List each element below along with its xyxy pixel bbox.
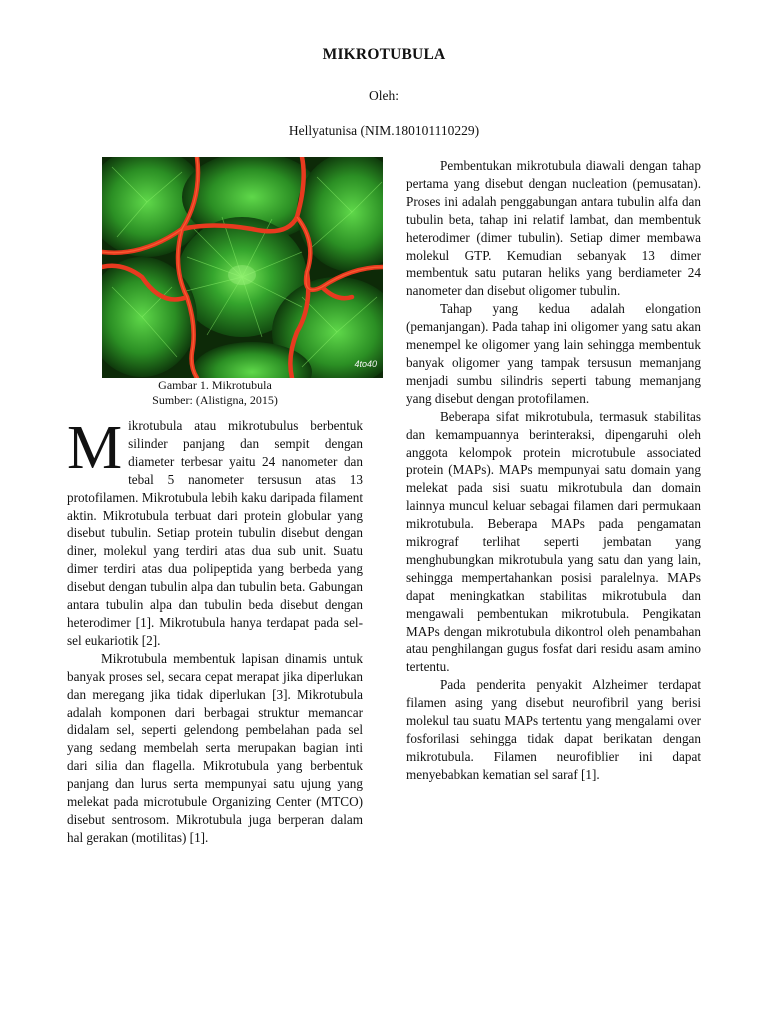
caption-source: Sumber: (Alistigna, 2015) bbox=[152, 392, 278, 407]
author-line: Hellyatunisa (NIM.180101110229) bbox=[288, 123, 480, 138]
right-paragraph-1: Pembentukan mikrotubula diawali dengan tahap pertama yang disebut dengan nucleation (pemusatan). Proses ini adalah penggabungan antara tubulin alfa dan tubulin beta, tahap ini relatif lambat, dan membentuk heterodimer (dimer tubulin). Setiap dimer membawa molekul GTP. Kemudian sebanyak 13 dimer membentuk satu putaran heliks yang berdiameter 24 nanometer dan disebut oligomer tubulin. bbox=[406, 158, 701, 299]
figure-caption bbox=[67, 378, 363, 407]
right-paragraph-4: Pada penderita penyakit Alzheimer terdapat filamen asing yang disebut neurofibril yang berisi molekul tau suatu MAPs tertentu yang mengalami over fosforilasi sehingga tidak dapat berikatan dengan mikrotubula. Filamen neurofiblier ini dapat menyebabkan kematian sel saraf [1]. bbox=[406, 677, 701, 782]
byline: Oleh: bbox=[369, 88, 399, 103]
microtubule-figure bbox=[102, 157, 383, 378]
left-paragraph-1 bbox=[67, 414, 363, 650]
drop-cap: M bbox=[67, 414, 123, 482]
right-paragraph-3: Beberapa sifat mikrotubula, termasuk stabilitas dan kemampuannya berinteraksi, dipengaruhi oleh anggota kelompok protein microtubule associated protein (MAPs). MAPs mempunyai satu domain yang melekat pada sisi suatu mikrotubula dan domain lainnya muncul keluar sebagai filamen dari permukaan mikrotubula. Beberapa MAPs pada pengamatan mikrograf terlihat seperti jembatan yang menghubungkan mikrotubula yang satu dan yang lain, sehingga mempertahankan posisi paralelnya. MAPs dapat meningkatkan stabilitas mikrotubula dan mengawali pembentukan mikrotubula. Pengikatan MAPs dengan mikrotubula dikontrol oleh penambahan atau penghilangan gugus fosfat dari residu asam amino tertentu. bbox=[406, 408, 701, 675]
microtubule-micrograph bbox=[102, 157, 383, 378]
caption-title: Gambar 1. Mikrotubula bbox=[158, 378, 272, 392]
right-paragraph-2: Tahap yang kedua adalah elongation (pemanjangan). Pada tahap ini oligomer yang satu akan menempel ke oligomer yang lain sehingga membentuk banyak oligomer yang tampak tersusun memanjang menjadi sumbu silindris seperti tabung memanjang yang disebut dengan protofilamen. bbox=[406, 301, 701, 406]
left-paragraph-1-text: ikrotubula atau mikrotubulus berbentuk silinder panjang dan sempit dengan diameter terbesar yaitu 24 nanometer dan tebal 5 nanometer tersusun atas 13 protofilamen. Mikrotubula lebih kaku daripada filament aktin. Mikrotubula terbuat dari protein globular yang disebut tubulin. Setiap protein tubulin disebut dengan diner, molekul yang terdiri atas dua sub unit. Suatu dimer terdiri atas dua polipeptida yang berbeda yang disebut dengan tubulin alpa dan tubulin beta. Gabungan antara tubulin alpa dan tubulin beda disebut dengan heterodimer [1]. Mikrotubula hanya terdapat pada sel-sel eukariotik [2]. bbox=[67, 418, 363, 648]
left-column bbox=[67, 157, 377, 847]
page-title: MIKROTUBULA bbox=[322, 46, 446, 63]
right-column bbox=[406, 157, 701, 784]
left-paragraph-2: Mikrotubula membentuk lapisan dinamis untuk banyak proses sel, secara cepat merapat jika diperlukan dan meregang jika tidak diperlukan [3]. Mikrotubula adalah komponen dari berbagai struktur memancar didalam sel, seperti gelendong pembelahan pada sel yang sedang membelah serta merupakan bagian inti dari silia dan flagella. Mikrotubula yang berbentuk panjang dan lurus serta mempunyai satu ujung yang melekat pada microtubule Organizing Center (MTCO) disebut sentrosom. Mikrotubula juga berperan dalam hal gerakan (motilitas) [1]. bbox=[67, 650, 363, 845]
figure-watermark: 4to40 bbox=[354, 359, 377, 370]
